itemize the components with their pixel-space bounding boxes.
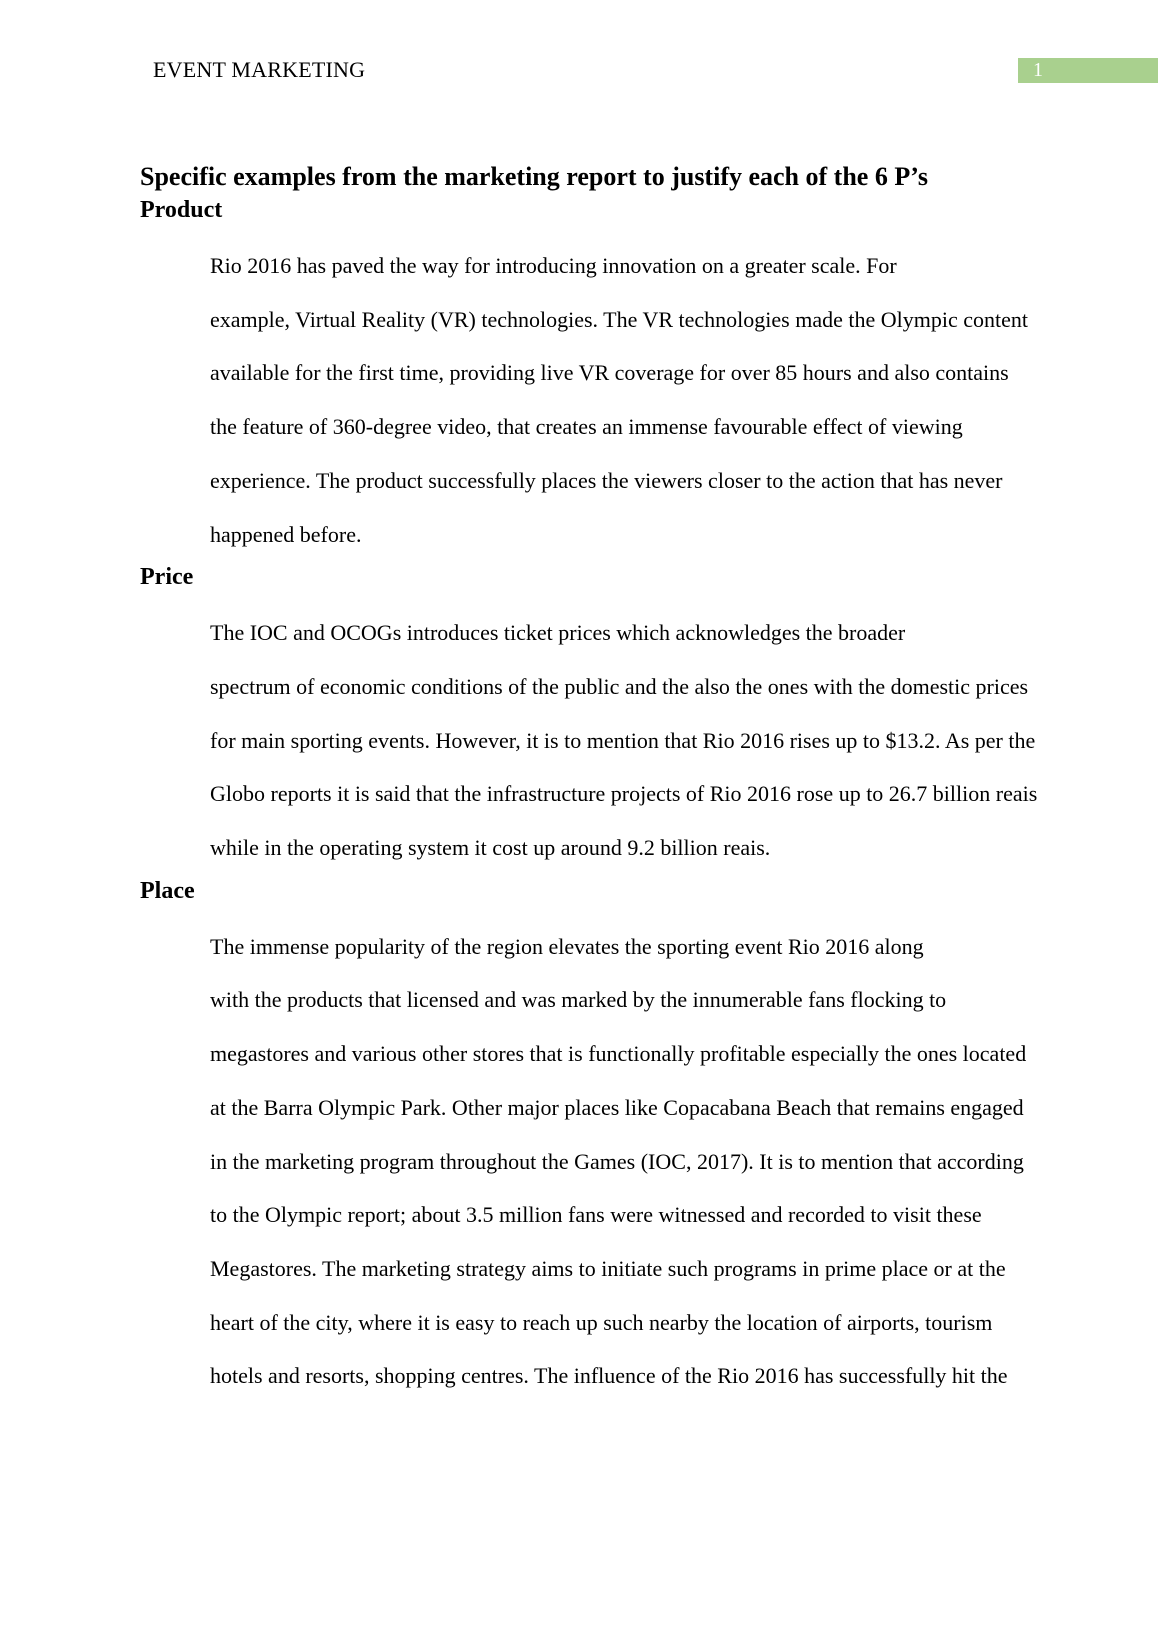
text-line: available for the first time, providing live VR coverage for over 85 hours and also contains — [210, 360, 1009, 386]
section-heading-price: Price — [140, 564, 194, 591]
text-line: experience. The product successfully places the viewers closer to the action that has never — [210, 467, 1003, 493]
text-line: The immense popularity of the region elevates the sporting event Rio 2016 along — [210, 933, 924, 959]
running-head: EVENT MARKETING — [153, 57, 366, 82]
document-body — [140, 160, 1038, 1403]
text-line: hotels and resorts, shopping centres. The influence of the Rio 2016 has successfully hit the — [210, 1363, 1008, 1389]
paragraph-place — [140, 920, 1027, 1403]
text-line: example, Virtual Reality (VR) technologies. The VR technologies made the Olympic content — [210, 306, 1028, 332]
page-number: 1 — [1033, 59, 1043, 81]
text-line: Megastores. The marketing strategy aims to initiate such programs in prime place or at the — [210, 1255, 1006, 1281]
text-line: spectrum of economic conditions of the public and the also the ones with the domestic prices — [210, 673, 1029, 699]
text-line: with the products that licensed and was marked by the innumerable fans flocking to — [210, 987, 947, 1013]
text-line: the feature of 360-degree video, that creates an immense favourable effect of viewing — [210, 414, 963, 440]
text-line: to the Olympic report; about 3.5 million fans were witnessed and recorded to visit these — [210, 1202, 982, 1228]
section-heading-product: Product — [140, 197, 223, 223]
paragraph-price — [140, 606, 1038, 875]
section-heading-place: Place — [140, 877, 195, 904]
text-line: for main sporting events. However, it is to mention that Rio 2016 rises up to $13.2. As per the — [210, 727, 1036, 753]
text-line: heart of the city, where it is easy to reach up such nearby the location of airports, tourism — [210, 1309, 993, 1335]
text-line: The IOC and OCOGs introduces ticket prices which acknowledges the broader — [210, 620, 906, 646]
text-line: megastores and various other stores that is functionally profitable especially the ones located — [210, 1041, 1027, 1067]
text-line: in the marketing program throughout the Games (IOC, 2017). It is to mention that according — [210, 1148, 1024, 1174]
text-line: while in the operating system it cost up around 9.2 billion reais. — [210, 835, 771, 861]
text-line: Rio 2016 has paved the way for introducing innovation on a greater scale. For — [210, 253, 897, 278]
text-line: at the Barra Olympic Park. Other major places like Copacabana Beach that remains engaged — [210, 1094, 1024, 1120]
paragraph-product — [140, 239, 1028, 561]
text-line: happened before. — [210, 521, 362, 547]
document-title: Specific examples from the marketing report to justify each of the 6 P’s — [140, 162, 929, 191]
text-line: Globo reports it is said that the infrastructure projects of Rio 2016 rose up to 26.7 billion reais — [210, 781, 1038, 807]
